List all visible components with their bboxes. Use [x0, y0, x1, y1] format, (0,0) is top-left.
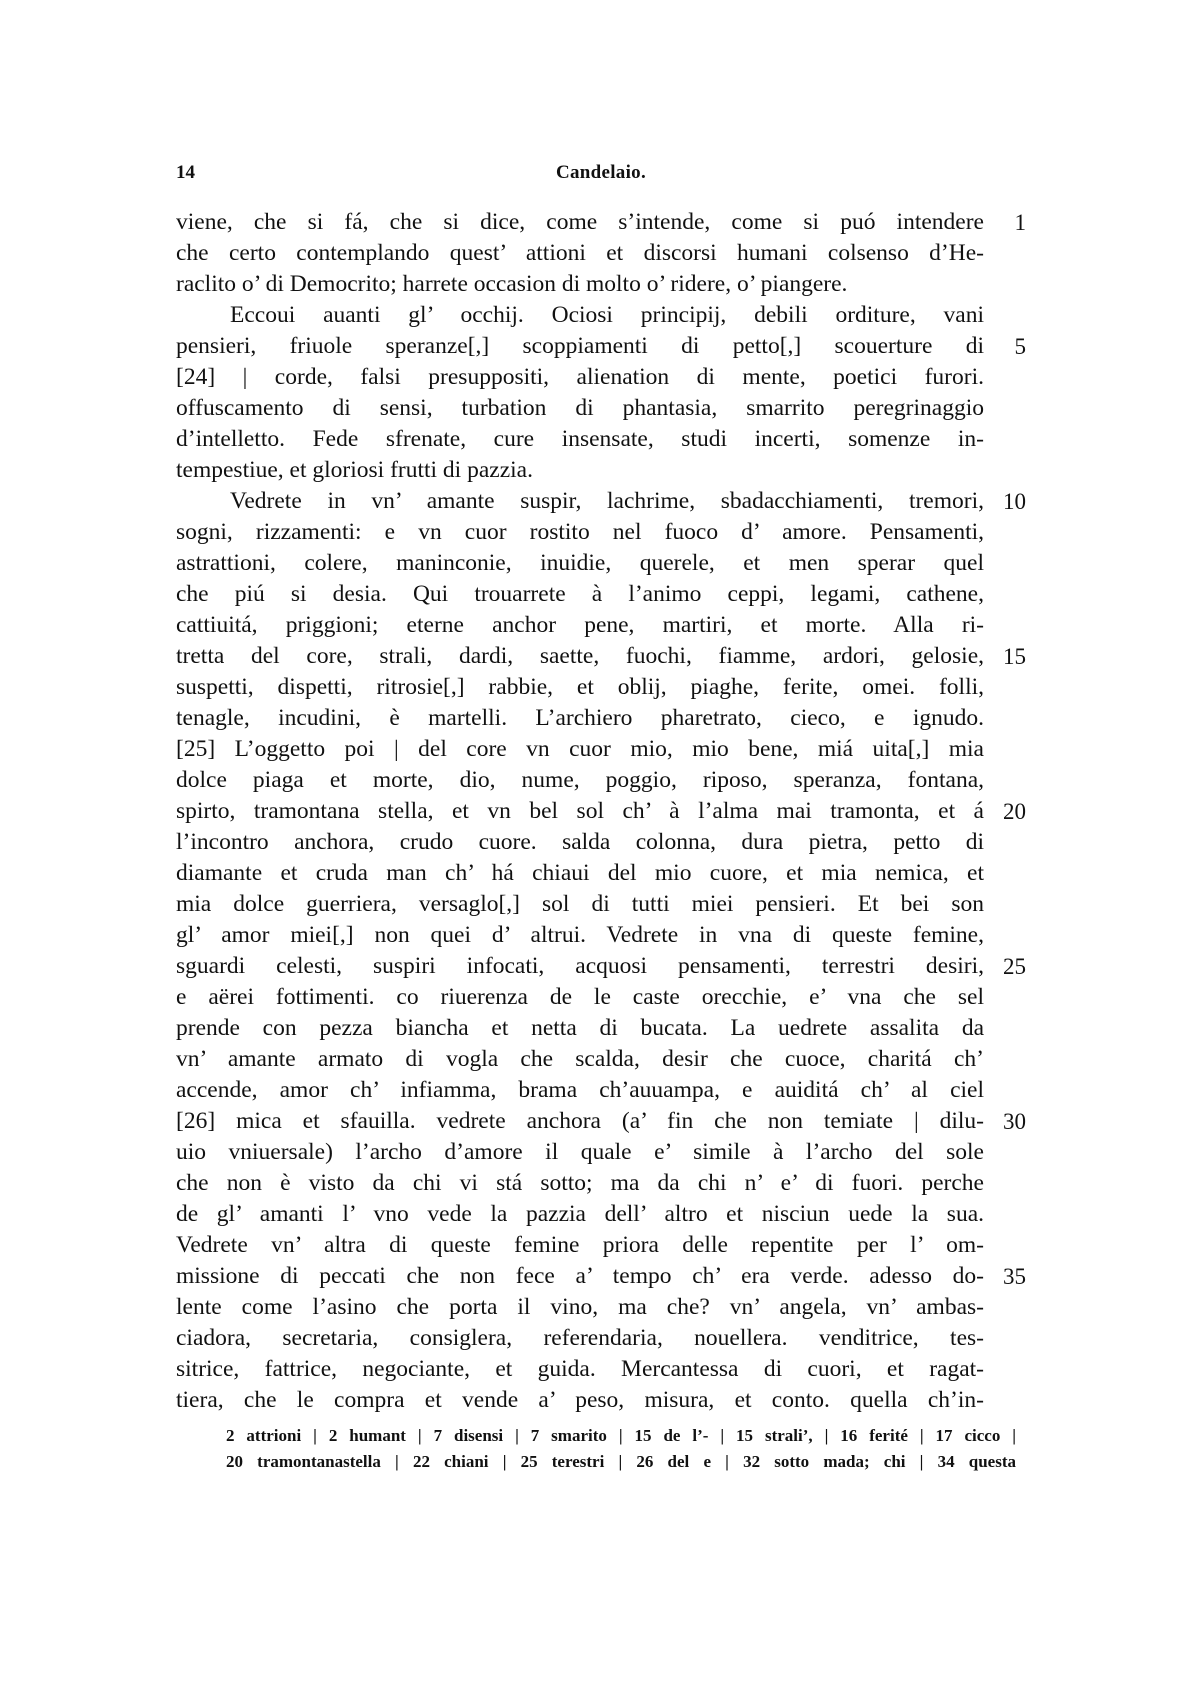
line-number: 25 [1003, 954, 1026, 979]
text-line [176, 362, 1026, 393]
line-text: ciadora, secretaria, consiglera, referendaria, nouellera. venditrice, tes- [176, 1325, 984, 1351]
text-line [176, 672, 1026, 703]
line-text: [25] L’oggetto poi | del core vn cuor mio, mio bene, miá uita[,] mia [176, 736, 984, 762]
footnote-line: 20 tramontanastella | 22 chiani | 25 terestri | 26 del e | 32 sotto mada; chi | 34 questa [226, 1452, 1016, 1471]
text-line [176, 951, 1026, 982]
text-line [176, 827, 1026, 858]
text-line [176, 920, 1026, 951]
text-line [176, 486, 1026, 517]
line-text: tenagle, incudini, è martelli. L’archiero pharetrato, cieco, e ignudo. [176, 705, 984, 731]
text-line [176, 1106, 1026, 1137]
text-line [176, 796, 1026, 827]
line-text: viene, che si fá, che si dice, come s’intende, come si puó intendere [176, 209, 984, 235]
line-text: che piú si desia. Qui trouarrete à l’animo ceppi, legami, cathene, [176, 581, 984, 607]
line-text: raclito o’ di Democrito; harrete occasion di molto o’ ridere, o’ piangere. [176, 271, 848, 297]
text-line [176, 517, 1026, 548]
text-line [176, 1323, 1026, 1354]
line-number: 35 [1003, 1264, 1026, 1289]
line-text: accende, amor ch’ infiamma, brama ch’auuampa, e auiditá ch’ al ciel [176, 1077, 984, 1103]
text-line [176, 1292, 1026, 1323]
body-text [176, 207, 1026, 1416]
text-line [176, 393, 1026, 424]
text-line [176, 889, 1026, 920]
line-text: vn’ amante armato di vogla che scalda, desir che cuoce, charitá ch’ [176, 1046, 984, 1072]
text-line [176, 1385, 1026, 1416]
line-text: Vedrete in vn’ amante suspir, lachrime, sbadacchiamenti, tremori, [230, 488, 984, 514]
text-line [176, 269, 1026, 300]
text-line [176, 548, 1026, 579]
line-text: Vedrete vn’ altra di queste femine priora delle repentite per l’ om- [176, 1232, 984, 1258]
running-title: Candelaio. [555, 162, 647, 183]
text-line [176, 1013, 1026, 1044]
text-line [176, 641, 1026, 672]
line-number: 5 [1014, 334, 1026, 359]
critical-apparatus [226, 1423, 1016, 1475]
text-line [176, 455, 1026, 486]
text-line [176, 424, 1026, 455]
line-text: diamante et cruda man ch’ há chiaui del mio cuore, et mia nemica, et [176, 860, 984, 886]
line-text: uio vniuersale) l’archo d’amore il quale e’ simile à l’archo del sole [176, 1139, 984, 1165]
line-number: 1 [1014, 210, 1026, 235]
text-line [176, 1354, 1026, 1385]
line-number: 10 [1003, 489, 1026, 514]
text-line [176, 238, 1026, 269]
line-text: astrattioni, colere, maninconie, inuidie, querele, et men sperar quel [176, 550, 984, 576]
line-text: sitrice, fattrice, negociante, et guida. Mercantessa di cuori, et ragat- [176, 1356, 984, 1382]
text-line [176, 610, 1026, 641]
line-number: 30 [1003, 1109, 1026, 1134]
text-line [176, 331, 1026, 362]
line-text: tretta del core, strali, dardi, saette, fuochi, fiamme, ardori, gelosie, [176, 643, 984, 669]
line-text: missione di peccati che non fece a’ tempo ch’ era verde. adesso do- [176, 1263, 984, 1289]
line-text: offuscamento di sensi, turbation di phantasia, smarrito peregrinaggio [176, 395, 984, 421]
text-line [176, 1199, 1026, 1230]
text-line [176, 579, 1026, 610]
line-text: spirto, tramontana stella, et vn bel sol ch’ à l’alma mai tramonta, et á [176, 798, 984, 824]
line-text: che certo contemplando quest’ attioni et discorsi humani colsenso d’He- [176, 240, 984, 266]
page-number: 14 [176, 162, 195, 183]
text-line [176, 858, 1026, 889]
text-line [176, 1075, 1026, 1106]
line-text: de gl’ amanti l’ vno vede la pazzia dell’ altro et nisciun uede la sua. [176, 1201, 984, 1227]
line-number: 20 [1003, 799, 1026, 824]
line-number: 15 [1003, 644, 1026, 669]
text-line [176, 1044, 1026, 1075]
line-text: e aërei fottimenti. co riuerenza de le caste orecchie, e’ vna che sel [176, 984, 984, 1010]
text-line [176, 207, 1026, 238]
text-line [176, 734, 1026, 765]
line-text: tiera, che le compra et vende a’ peso, misura, et conto. quella ch’in- [176, 1387, 984, 1413]
line-text: mia dolce guerriera, versaglo[,] sol di tutti miei pensieri. Et bei son [176, 891, 984, 917]
text-line [176, 1230, 1026, 1261]
line-text: lente come l’asino che porta il vino, ma che? vn’ angela, vn’ ambas- [176, 1294, 984, 1320]
line-text: sguardi celesti, suspiri infocati, acquosi pensamenti, terrestri desiri, [176, 953, 984, 979]
line-text: tempestiue, et gloriosi frutti di pazzia. [176, 457, 533, 483]
text-line [176, 300, 1026, 331]
line-text: d’intelletto. Fede sfrenate, cure insensate, studi incerti, somenze in- [176, 426, 984, 452]
text-line [176, 765, 1026, 796]
line-text: pensieri, friuole speranze[,] scoppiamenti di petto[,] scouerture di [176, 333, 984, 359]
line-text: gl’ amor miei[,] non quei d’ altrui. Vedrete in vna di queste femine, [176, 922, 984, 948]
line-text: suspetti, dispetti, ritrosie[,] rabbie, et oblij, piaghe, ferite, omei. folli, [176, 674, 984, 700]
line-text: Eccoui auanti gl’ occhij. Ociosi principij, debili orditure, vani [230, 302, 984, 328]
line-text: sogni, rizzamenti: e vn cuor rostito nel fuoco d’ amore. Pensamenti, [176, 519, 984, 545]
line-text: l’incontro anchora, crudo cuore. salda colonna, dura pietra, petto di [176, 829, 984, 855]
text-line [176, 1168, 1026, 1199]
line-text: che non è visto da chi vi stá sotto; ma da chi n’ e’ di fuori. perche [176, 1170, 984, 1196]
line-text: dolce piaga et morte, dio, nume, poggio, riposo, speranza, fontana, [176, 767, 984, 793]
page-header [176, 162, 1026, 188]
text-line [176, 1261, 1026, 1292]
line-text: [26] mica et sfauilla. vedrete anchora (a’ fin che non temiate | dilu- [176, 1108, 984, 1134]
line-text: cattiuitá, priggioni; eterne anchor pene, martiri, et morte. Alla ri- [176, 612, 984, 638]
footnote-line: 2 attrioni | 2 humant | 7 disensi | 7 smarito | 15 de l’- | 15 strali’, | 16 ferité | 17 cicco | [226, 1426, 1016, 1445]
line-text: [24] | corde, falsi presuppositi, alienation di mente, poetici furori. [176, 364, 984, 390]
text-line [176, 982, 1026, 1013]
line-text: prende con pezza biancha et netta di bucata. La uedrete assalita da [176, 1015, 984, 1041]
text-line [176, 1137, 1026, 1168]
text-line [176, 703, 1026, 734]
